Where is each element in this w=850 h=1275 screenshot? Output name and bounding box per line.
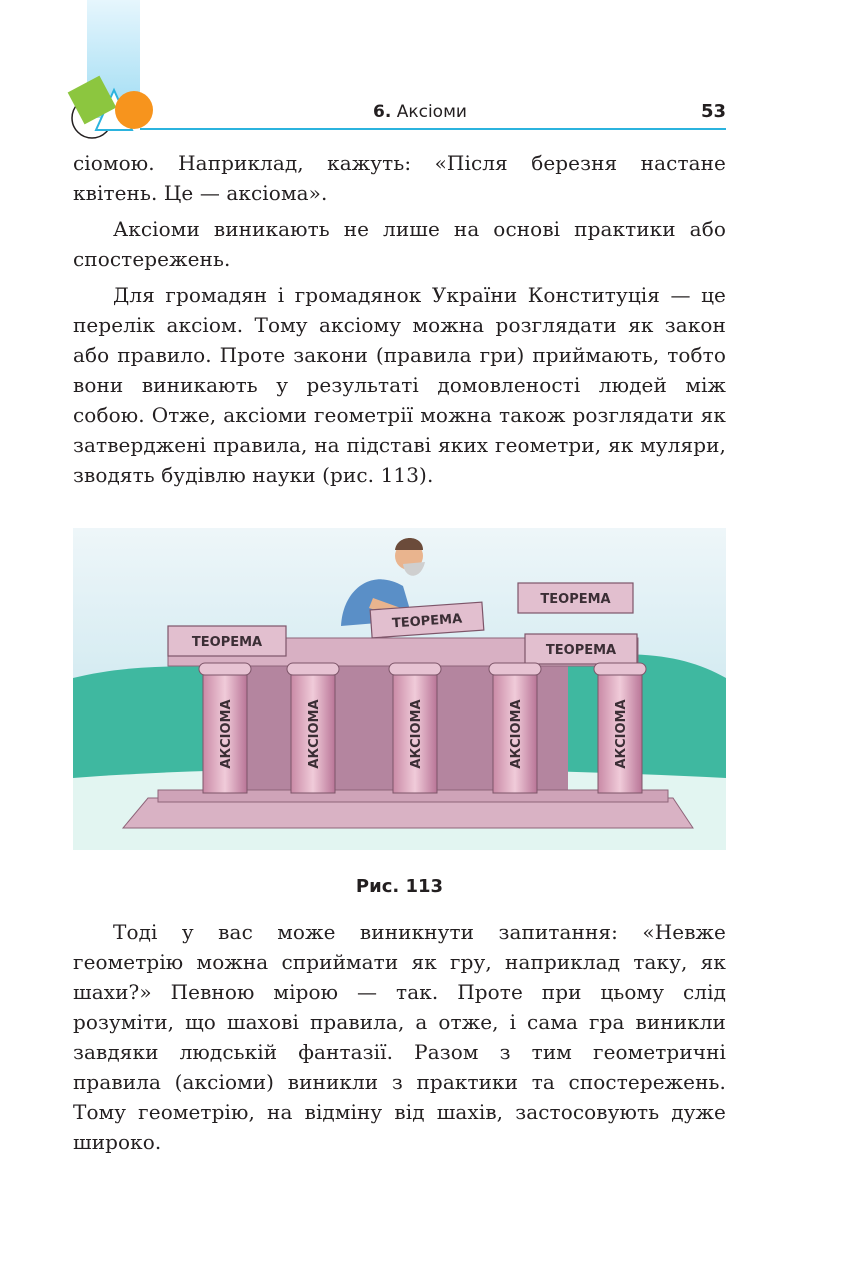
axiom-label: АКСІОМА <box>307 699 322 769</box>
running-title <box>330 102 510 122</box>
paragraph: сіомою. Наприклад, кажуть: «Після березня настане квітень. Це — аксіома». <box>73 151 726 205</box>
paragraph: Аксіоми виникають не лише на основі практики або спостережень. <box>73 217 726 271</box>
text-block-top <box>73 148 726 490</box>
paragraph: Тоді у вас може виникнути запитання: «Невже геометрію можна сприймати як гру, наприклад таку, як шахи?» Певною мірою — так. Проте при цьому слід розуміти, що шахові правила, а отже, і сама гра виникли завдяки людській фантазії. Разом з тим геометричні правила (аксіоми) виникли з практики та спостережень. Тому геометрію, на відміну від шахів, застосовують дуже широко. <box>73 920 726 1154</box>
axiom-column <box>287 663 339 793</box>
theorem-label: ТЕОРЕМА <box>191 635 263 650</box>
theorem-beam <box>525 634 637 664</box>
axiom-label: АКСІОМА <box>409 699 424 769</box>
theorem-beam <box>518 583 633 613</box>
paragraph: Для громадян і громадянок України Конституція — це перелік аксіом. Тому аксіому можна розглядати як закон або правило. Проте закони (правила гри) приймають, тобто вони виникають у результаті домовленості людей між собою. Отже, аксіоми геометрії можна також розглядати як затверджені правила, на підставі яких геометри, як муляри, зводять будівлю науки (рис. 113). <box>73 283 726 487</box>
axiom-label: АКСІОМА <box>219 699 234 769</box>
axiom-column <box>199 663 251 793</box>
axiom-column <box>389 663 441 793</box>
axiom-column <box>489 663 541 793</box>
theorem-label: ТЕОРЕМА <box>545 643 617 658</box>
figure-axiom-temple <box>73 528 726 850</box>
theorem-beam <box>168 626 286 656</box>
section-number: 6. <box>373 102 392 122</box>
axiom-column <box>594 663 646 793</box>
chapter-logo-icon <box>62 72 166 142</box>
axiom-label: АКСІОМА <box>509 699 524 769</box>
page-number: 53 <box>700 101 726 122</box>
theorem-label: ТЕОРЕМА <box>391 611 463 632</box>
text-block-bottom <box>73 917 726 1157</box>
figure-caption: Рис. 113 <box>355 876 444 897</box>
header-divider <box>140 128 726 130</box>
axiom-label: АКСІОМА <box>614 699 629 769</box>
theorem-label: ТЕОРЕМА <box>540 592 611 607</box>
section-title: Аксіоми <box>396 102 467 122</box>
